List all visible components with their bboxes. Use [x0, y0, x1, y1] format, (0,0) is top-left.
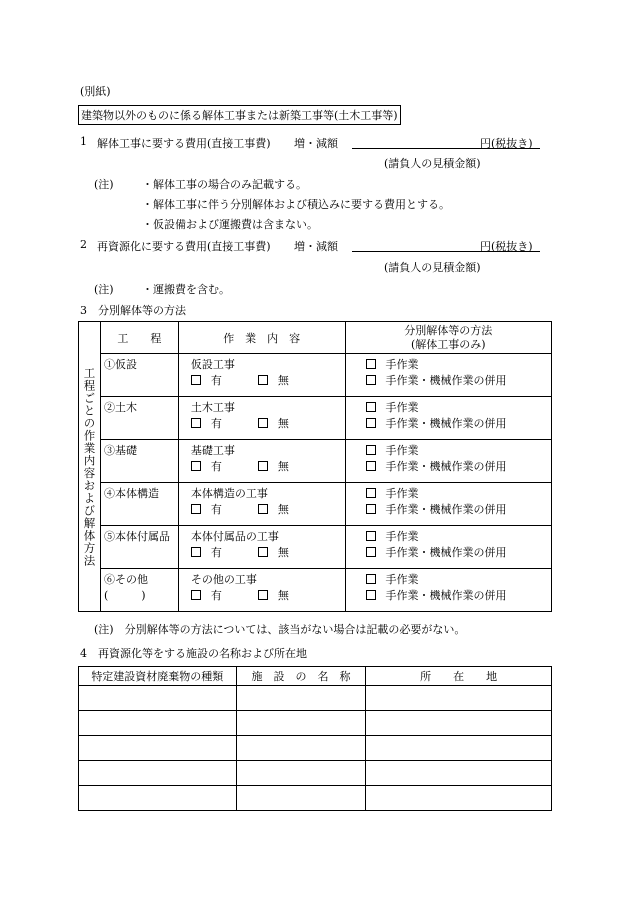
table-row	[79, 761, 552, 786]
header-method	[345, 322, 551, 354]
manual-checkbox[interactable]	[366, 487, 386, 500]
combined-label: 手作業・機械作業の併用	[385, 546, 507, 559]
table-side-label-cell	[79, 322, 101, 612]
combined-label: 手作業・機械作業の併用	[385, 503, 507, 516]
attachment-label: (別紙)	[80, 85, 111, 98]
method-cell	[345, 483, 551, 526]
manual-label: 手作業	[385, 487, 419, 500]
combined-label: 手作業・機械作業の併用	[385, 374, 507, 387]
process-name: ③基礎	[103, 444, 137, 457]
section3-note: (注) 分別解体等の方法については、該当がない場合は記載の必要がない。	[94, 623, 466, 636]
waste-type-cell[interactable]	[79, 686, 237, 711]
manual-checkbox[interactable]	[366, 573, 386, 586]
process-name: ⑤本体付属品	[103, 530, 170, 543]
section1-note-3: ・仮設備および運搬費は含まない。	[142, 218, 318, 231]
no-checkbox[interactable]	[258, 589, 278, 602]
no-checkbox[interactable]	[258, 503, 278, 516]
manual-checkbox[interactable]	[366, 444, 386, 457]
waste-type-cell[interactable]	[79, 736, 237, 761]
facility-name-cell[interactable]	[236, 736, 366, 761]
no-label: 無	[277, 546, 289, 559]
location-cell[interactable]	[366, 786, 552, 811]
combined-checkbox[interactable]	[366, 503, 386, 516]
section2-number: 2	[80, 238, 87, 251]
manual-label: 手作業	[385, 358, 419, 371]
table-row	[79, 786, 552, 811]
yes-checkbox[interactable]	[191, 460, 211, 473]
process-cell	[100, 440, 178, 483]
no-label: 無	[277, 503, 289, 516]
process-other-field[interactable]: ( )	[103, 589, 146, 602]
waste-type-cell[interactable]	[79, 786, 237, 811]
section2-label: 再資源化に要する費用(直接工事費)	[97, 240, 271, 253]
method-cell	[345, 397, 551, 440]
work-name: 基礎工事	[190, 444, 235, 457]
process-cell	[100, 526, 178, 569]
method-cell	[345, 440, 551, 483]
table-row	[79, 736, 552, 761]
work-name: 土木工事	[190, 401, 235, 414]
manual-label: 手作業	[385, 530, 419, 543]
no-checkbox[interactable]	[258, 546, 278, 559]
work-cell	[178, 483, 345, 526]
yes-label: 有	[210, 460, 222, 473]
combined-label: 手作業・機械作業の併用	[385, 417, 507, 430]
no-checkbox[interactable]	[258, 460, 278, 473]
header-method-line2: (解体工事のみ)	[410, 337, 486, 351]
header-method-line1: 分別解体等の方法	[404, 323, 493, 337]
work-name: 仮設工事	[190, 358, 235, 371]
no-checkbox[interactable]	[258, 417, 278, 430]
work-cell	[178, 440, 345, 483]
facility-name-cell[interactable]	[236, 686, 366, 711]
process-name: ②土木	[103, 401, 137, 414]
location-cell[interactable]	[366, 736, 552, 761]
section1-sublabel: (請負人の見積金額)	[384, 157, 481, 170]
yes-checkbox[interactable]	[191, 417, 211, 430]
facility-name-cell[interactable]	[236, 786, 366, 811]
no-label: 無	[277, 417, 289, 430]
manual-label: 手作業	[385, 401, 419, 414]
section1-yen-label: 円(税抜き)	[480, 137, 533, 150]
section2-sublabel: (請負人の見積金額)	[384, 261, 481, 274]
manual-label: 手作業	[385, 444, 419, 457]
process-name: ⑥その他	[103, 573, 148, 586]
yes-checkbox[interactable]	[191, 589, 211, 602]
document-title: 建築物以外のものに係る解体工事または新築工事等(土木工事等)	[78, 105, 401, 125]
table-row	[79, 526, 552, 569]
combined-checkbox[interactable]	[366, 589, 386, 602]
header-waste-type: 特定建設資材廃棄物の種類	[79, 667, 237, 686]
section1-number: 1	[80, 135, 87, 148]
work-name: 本体構造の工事	[190, 487, 268, 500]
header-process: 工 程	[100, 322, 178, 354]
facility-table	[78, 666, 552, 811]
yes-checkbox[interactable]	[191, 374, 211, 387]
work-name: その他の工事	[190, 573, 257, 586]
waste-type-cell[interactable]	[79, 761, 237, 786]
header-work: 作 業 内 容	[178, 322, 345, 354]
yes-label: 有	[210, 374, 222, 387]
no-label: 無	[277, 589, 289, 602]
manual-label: 手作業	[385, 573, 419, 586]
combined-checkbox[interactable]	[366, 417, 386, 430]
section1-increase-decrease: 増・減額	[294, 137, 338, 150]
section1-note-label: (注)	[94, 178, 114, 191]
manual-checkbox[interactable]	[366, 530, 386, 543]
table-row	[79, 686, 552, 711]
section1-note-1: ・解体工事の場合のみ記載する。	[142, 178, 307, 191]
process-cell	[100, 569, 178, 612]
section4-heading: 4 再資源化等をする施設の名称および所在地	[80, 647, 307, 660]
table-row	[79, 354, 552, 397]
section3-heading: 3 分別解体等の方法	[80, 304, 186, 317]
header-location: 所 在 地	[366, 667, 552, 686]
waste-type-cell[interactable]	[79, 711, 237, 736]
method-cell	[345, 354, 551, 397]
table-row	[79, 397, 552, 440]
table-row	[79, 483, 552, 526]
method-cell	[345, 569, 551, 612]
work-cell	[178, 354, 345, 397]
manual-checkbox[interactable]	[366, 358, 386, 371]
location-cell[interactable]	[366, 761, 552, 786]
yes-label: 有	[210, 546, 222, 559]
combined-label: 手作業・機械作業の併用	[385, 589, 507, 602]
manual-checkbox[interactable]	[366, 401, 386, 414]
dismantling-method-table	[78, 321, 552, 612]
section2-note: ・運搬費を含む。	[142, 283, 230, 296]
header-facility-name: 施 設 の 名 称	[236, 667, 366, 686]
process-name: ④本体構造	[103, 487, 159, 500]
yes-label: 有	[210, 417, 222, 430]
combined-checkbox[interactable]	[366, 460, 386, 473]
location-cell[interactable]	[366, 686, 552, 711]
facility-name-cell[interactable]	[236, 761, 366, 786]
table-row	[79, 440, 552, 483]
section2-note-label: (注)	[94, 283, 114, 296]
facility-name-cell[interactable]	[236, 711, 366, 736]
process-cell	[100, 354, 178, 397]
combined-label: 手作業・機械作業の併用	[385, 460, 507, 473]
yes-checkbox[interactable]	[191, 503, 211, 516]
work-cell	[178, 526, 345, 569]
yes-label: 有	[210, 589, 222, 602]
section1-note-2: ・解体工事に伴う分別解体および積込みに要する費用とする。	[142, 198, 450, 211]
location-cell[interactable]	[366, 711, 552, 736]
method-cell	[345, 526, 551, 569]
work-cell	[178, 569, 345, 612]
work-name: 本体付属品の工事	[190, 530, 279, 543]
process-name: ①仮設	[103, 358, 137, 371]
no-label: 無	[277, 460, 289, 473]
table-side-label: 工程ごとの作業内容および解体方法	[82, 366, 97, 567]
section2-yen-label: 円(税抜き)	[480, 240, 533, 253]
table-row	[79, 711, 552, 736]
combined-checkbox[interactable]	[366, 546, 386, 559]
section1-label: 解体工事に要する費用(直接工事費)	[97, 137, 271, 150]
no-label: 無	[277, 374, 289, 387]
work-cell	[178, 397, 345, 440]
yes-label: 有	[210, 503, 222, 516]
no-checkbox[interactable]	[258, 374, 278, 387]
table-row	[79, 569, 552, 612]
yes-checkbox[interactable]	[191, 546, 211, 559]
process-cell	[100, 483, 178, 526]
process-cell	[100, 397, 178, 440]
section2-increase-decrease: 増・減額	[294, 240, 338, 253]
combined-checkbox[interactable]	[366, 374, 386, 387]
